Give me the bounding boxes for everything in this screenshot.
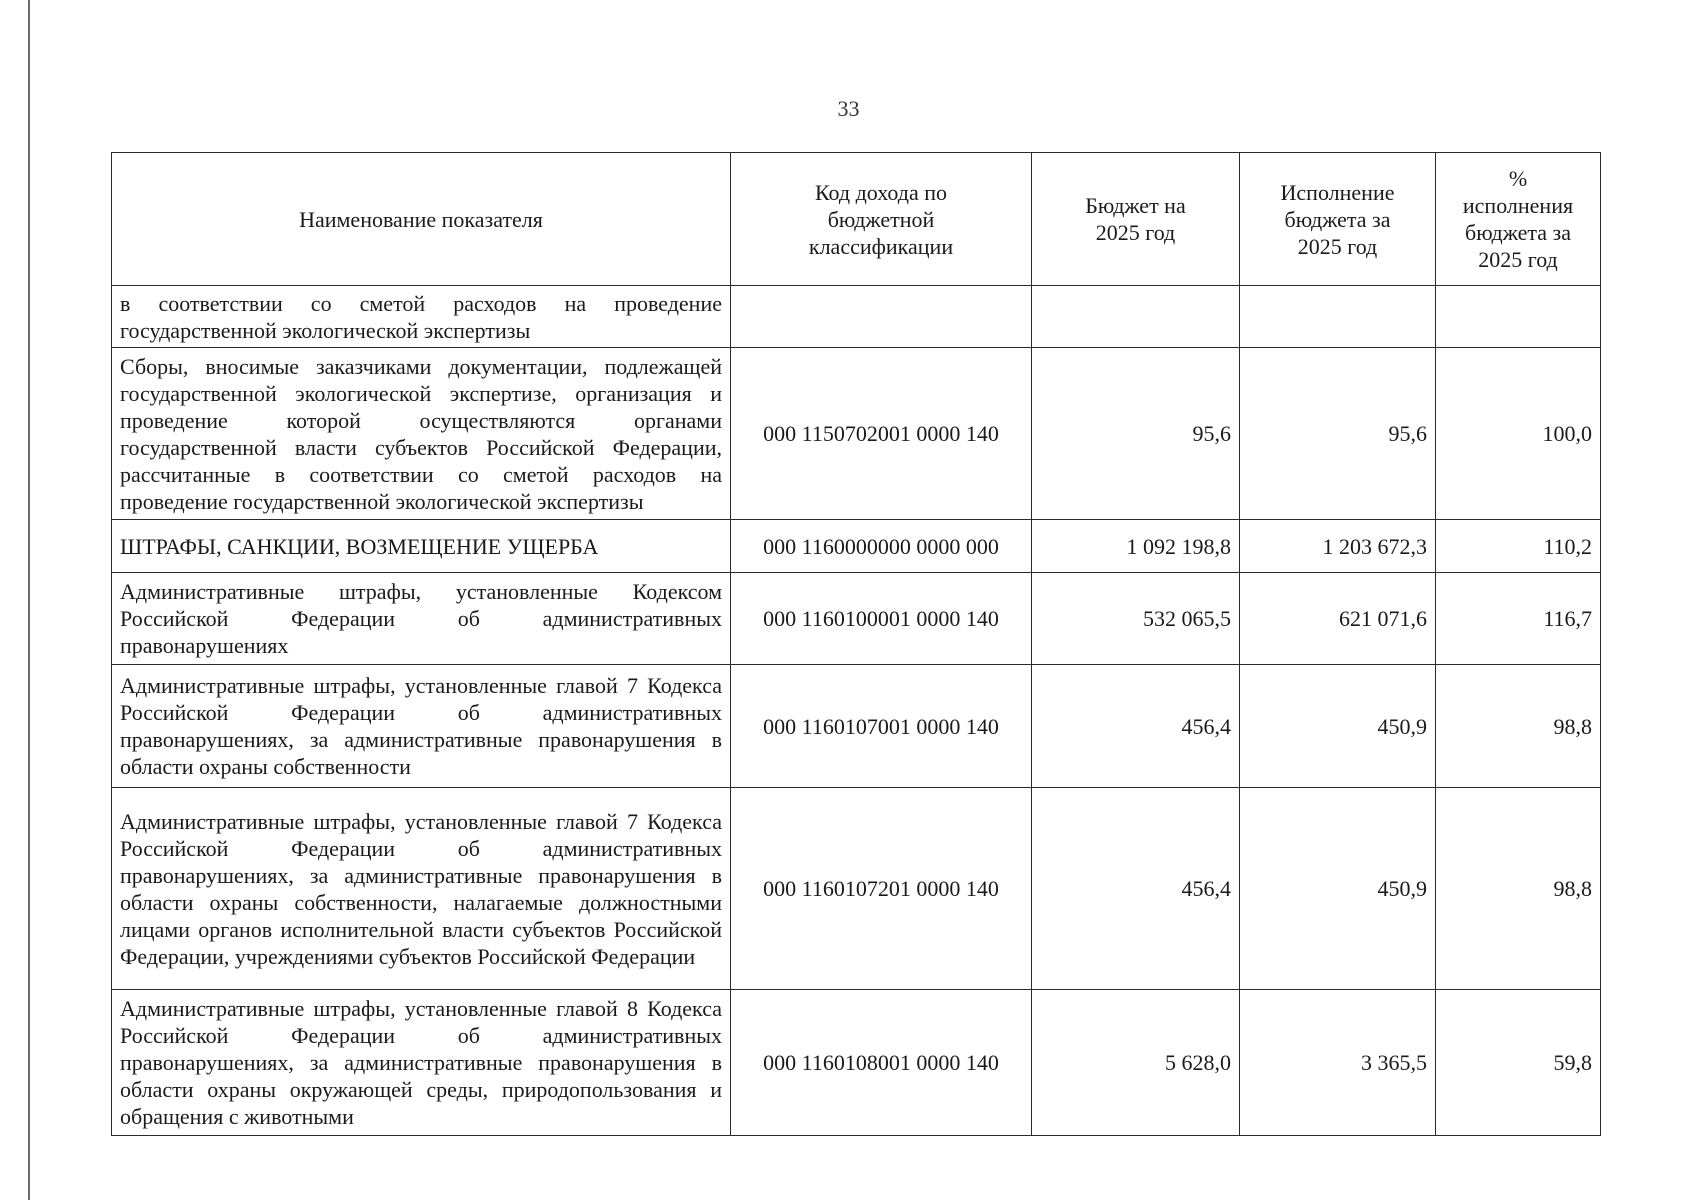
row-execution: 450,9: [1240, 788, 1436, 990]
row-budget: 456,4: [1032, 665, 1240, 788]
table-row: [112, 665, 1601, 788]
row-indicator-name: Административные штрафы, установленные главой 7 Кодекса Российской Федерации об административных правонарушениях, за административные правонарушения в области охраны собственности, налагаемые должностными лицами органов исполнительной власти субъектов Российской Федерации, учреждениями субъектов Российской Федерации: [112, 788, 731, 990]
row-budget: 532 065,5: [1032, 573, 1240, 665]
row-indicator-name: в соответствии со сметой расходов на проведение государственной экологической экспертизы: [112, 286, 731, 348]
table-header-row: [112, 153, 1601, 286]
row-execution: [1240, 286, 1436, 348]
row-percent: 59,8: [1436, 990, 1601, 1136]
row-percent: [1436, 286, 1601, 348]
header-execution-percent: % исполнения бюджета за 2025 год: [1436, 153, 1601, 286]
row-income-code: 000 1160108001 0000 140: [731, 990, 1032, 1136]
row-income-code: 000 1160000000 0000 000: [731, 520, 1032, 573]
row-execution: 1 203 672,3: [1240, 520, 1436, 573]
row-percent: 116,7: [1436, 573, 1601, 665]
row-indicator-name: Административные штрафы, установленные Кодексом Российской Федерации об административных правонарушениях: [112, 573, 731, 665]
header-indicator-name: Наименование показателя: [112, 153, 731, 286]
row-indicator-name: Административные штрафы, установленные главой 7 Кодекса Российской Федерации об административных правонарушениях, за административные правонарушения в области охраны собственности: [112, 665, 731, 788]
header-budget-2025: Бюджет на 2025 год: [1032, 153, 1240, 286]
page-number: 33: [837, 96, 860, 121]
row-execution: 95,6: [1240, 348, 1436, 520]
row-budget: [1032, 286, 1240, 348]
row-budget: 456,4: [1032, 788, 1240, 990]
row-execution: 450,9: [1240, 665, 1436, 788]
table-row: [112, 348, 1601, 520]
row-percent: 98,8: [1436, 665, 1601, 788]
table-row: [112, 520, 1601, 573]
row-income-code: [731, 286, 1032, 348]
row-budget: 1 092 198,8: [1032, 520, 1240, 573]
row-execution: 621 071,6: [1240, 573, 1436, 665]
row-indicator-name: Сборы, вносимые заказчиками документации, подлежащей государственной экологической экспертизе, организация и проведение которой осуществляются органами государственной власти субъектов Российской Федерации, рассчитанные в соответствии со сметой расходов на проведение государственной экологической экспертизы: [112, 348, 731, 520]
row-budget: 95,6: [1032, 348, 1240, 520]
row-indicator-name: ШТРАФЫ, САНКЦИИ, ВОЗМЕЩЕНИЕ УЩЕРБА: [112, 520, 731, 573]
row-budget: 5 628,0: [1032, 990, 1240, 1136]
row-income-code: 000 1160107201 0000 140: [731, 788, 1032, 990]
header-income-code: Код дохода по бюджетной классификации: [731, 153, 1032, 286]
row-income-code: 000 1160107001 0000 140: [731, 665, 1032, 788]
row-execution: 3 365,5: [1240, 990, 1436, 1136]
row-percent: 100,0: [1436, 348, 1601, 520]
page-edge-line: [28, 0, 30, 1200]
row-percent: 110,2: [1436, 520, 1601, 573]
row-indicator-name: Административные штрафы, установленные главой 8 Кодекса Российской Федерации об административных правонарушениях, за административные правонарушения в области охраны окружающей среды, природопользования и обращения с животными: [112, 990, 731, 1136]
table-row: [112, 990, 1601, 1136]
budget-execution-table: [111, 152, 1601, 1136]
table-row: [112, 573, 1601, 665]
table-row: [112, 788, 1601, 990]
row-percent: 98,8: [1436, 788, 1601, 990]
row-income-code: 000 1160100001 0000 140: [731, 573, 1032, 665]
header-execution-2025: Исполнение бюджета за 2025 год: [1240, 153, 1436, 286]
row-income-code: 000 1150702001 0000 140: [731, 348, 1032, 520]
table-row: [112, 286, 1601, 348]
